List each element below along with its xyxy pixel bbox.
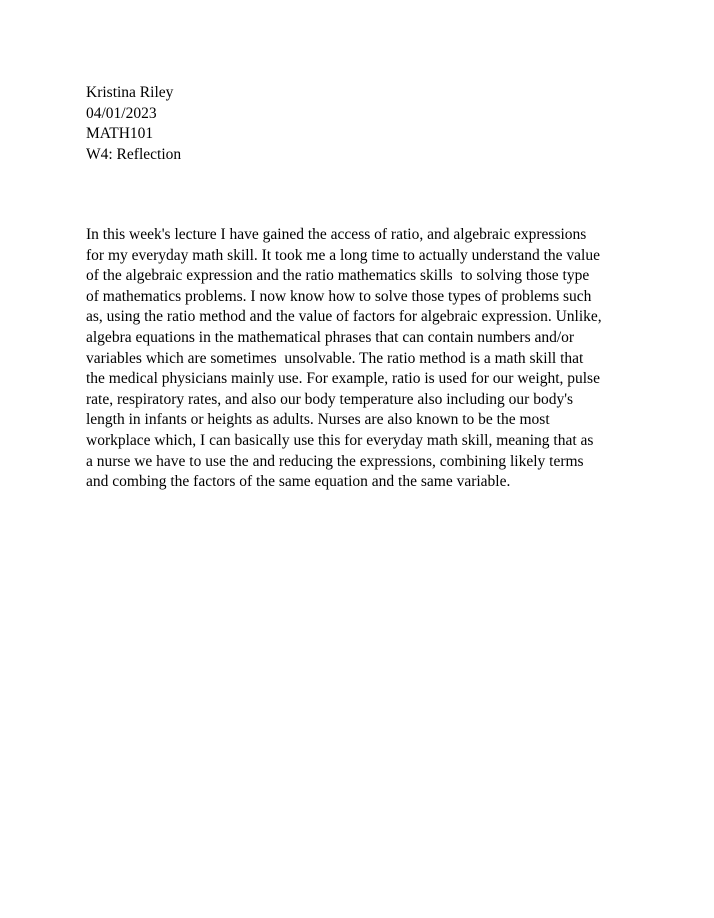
paragraph-line: and combing the factors of the same equation and the same variable. bbox=[86, 473, 511, 491]
assignment-title: W4: Reflection bbox=[86, 145, 182, 163]
reflection-paragraph bbox=[86, 225, 646, 493]
submission-date: 04/01/2023 bbox=[86, 104, 157, 122]
paragraph-line: algebra equations in the mathematical phrases that can contain numbers and/or bbox=[86, 328, 575, 346]
paragraph-line: a nurse we have to use the and reducing the expressions, combining likely terms bbox=[86, 452, 584, 470]
paragraph-line: rate, respiratory rates, and also our body temperature also including our body's bbox=[86, 390, 574, 408]
author-name: Kristina Riley bbox=[86, 84, 174, 101]
paragraph-line: of the algebraic expression and the ratio mathematics skills to solving those type bbox=[86, 267, 590, 285]
paragraph-line: for my everyday math skill. It took me a long time to actually understand the value bbox=[86, 246, 600, 264]
paragraph-line: In this week's lecture I have gained the access of ratio, and algebraic expressions bbox=[86, 226, 587, 243]
course-code: MATH101 bbox=[86, 125, 154, 143]
paragraph-line: the medical physicians mainly use. For example, ratio is used for our weight, pulse bbox=[86, 370, 600, 388]
paragraph-line: of mathematics problems. I now know how to solve those types of problems such bbox=[86, 287, 592, 305]
paragraph-line: length in infants or heights as adults. Nurses are also known to be the most bbox=[86, 411, 550, 429]
paragraph-line: workplace which, I can basically use this for everyday math skill, meaning that as bbox=[86, 431, 594, 449]
paragraph-line: as, using the ratio method and the value of factors for algebraic expression. Unlike, bbox=[86, 308, 602, 326]
paragraph-line: variables which are sometimes unsolvable. The ratio method is a math skill that bbox=[86, 349, 584, 367]
heading-block bbox=[86, 83, 646, 165]
